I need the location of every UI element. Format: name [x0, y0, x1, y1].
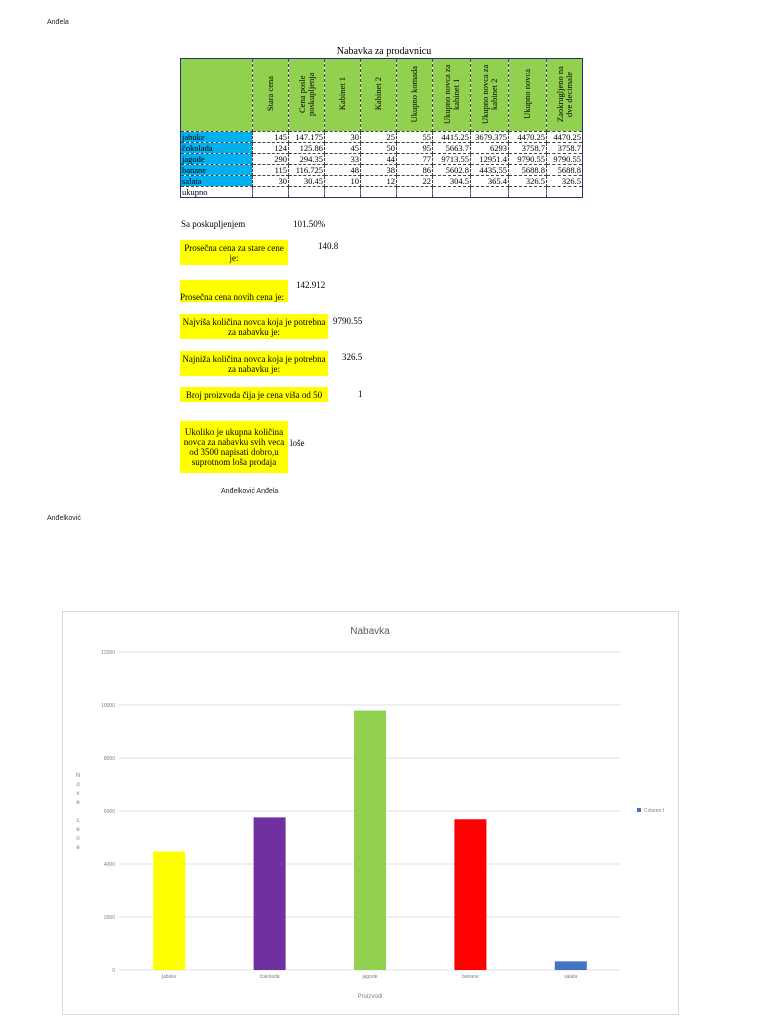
column-header-label: Kabinet 1 — [337, 77, 347, 111]
table-cell: 5688.8 — [509, 165, 547, 176]
table-cell: 9790.55 — [547, 154, 583, 165]
legend-label: Column I — [644, 808, 665, 814]
table-cell: 25 — [361, 132, 397, 143]
row-name: ukupno — [181, 187, 253, 198]
table-cell: 3758.7 — [547, 143, 583, 154]
table-cell: 116.725 — [289, 165, 325, 176]
table-cell: 30 — [253, 176, 289, 187]
table-cell: 365.4 — [471, 176, 509, 187]
column-header-label: Stara cena — [265, 76, 275, 112]
table-row — [181, 187, 583, 198]
min-value: 326.5 — [342, 352, 363, 362]
table-cell: 12 — [361, 176, 397, 187]
column-header — [433, 59, 471, 132]
table-cell: 38 — [361, 165, 397, 176]
table-cell: 9713.55 — [433, 154, 471, 165]
table-cell — [325, 187, 361, 198]
table-cell: 4415.25 — [433, 132, 471, 143]
table-row — [181, 165, 583, 176]
table-cell: 147.175 — [289, 132, 325, 143]
page-footer-text: Anđelković — [47, 515, 81, 522]
table-row — [181, 132, 583, 143]
table-cell: 30 — [325, 132, 361, 143]
legend-swatch — [637, 808, 641, 812]
table-cell — [433, 187, 471, 198]
table-cell — [253, 187, 289, 198]
row-name: čokolada — [181, 143, 253, 154]
y-tick-label: 4000 — [103, 862, 115, 868]
table-cell: 304.5 — [433, 176, 471, 187]
y-tick-label: 0 — [112, 968, 115, 974]
column-header-label: Ukupno komada — [409, 65, 419, 123]
x-tick-label: jagode — [362, 974, 378, 980]
table-cell: 55 — [397, 132, 433, 143]
table-cell: 124 — [253, 143, 289, 154]
column-header — [397, 59, 433, 132]
count-value: 1 — [358, 389, 363, 399]
table-cell — [397, 187, 433, 198]
increase-value: 101.50% — [293, 219, 326, 229]
table-cell: 45 — [325, 143, 361, 154]
table-cell: 10 — [325, 176, 361, 187]
table-cell — [361, 187, 397, 198]
chart-bar — [254, 817, 286, 970]
row-name: salata — [181, 176, 253, 187]
table-cell: 48 — [325, 165, 361, 176]
bar-chart — [63, 612, 678, 1014]
avg-old-label: Prosečna cena za stare cene je: — [180, 240, 288, 265]
table-cell: 50 — [361, 143, 397, 154]
table-row — [181, 154, 583, 165]
column-header — [471, 59, 509, 132]
avg-old-value: 140.8 — [318, 241, 339, 251]
x-axis-label: Proizvodi — [357, 994, 383, 1000]
column-header — [361, 59, 397, 132]
table-cell: 294.35 — [289, 154, 325, 165]
table-cell — [547, 187, 583, 198]
table-cell: 5602.8 — [433, 165, 471, 176]
column-header-label: Ukupno novca za kabinet 2 — [479, 64, 499, 124]
signature-text: Anđelković Anđela — [221, 488, 279, 495]
table-cell: 30.45 — [289, 176, 325, 187]
column-header-label: Cena posle poskupljenja — [296, 72, 316, 116]
min-label: Najniža količina novca koja je potrebna za nabavku je: — [180, 351, 328, 376]
row-name: banane — [181, 165, 253, 176]
table-cell: 125.86 — [289, 143, 325, 154]
table-cell: 145 — [253, 132, 289, 143]
column-header-label: Ukupno novca za kabinet 1 — [441, 64, 461, 124]
table-cell: 6293 — [471, 143, 509, 154]
table-cell — [289, 187, 325, 198]
column-header-label: Zaokrugljeno na dve decimale — [554, 66, 574, 122]
table-header-row — [181, 59, 583, 132]
x-tick-label: jabuke — [161, 974, 177, 980]
table-cell — [509, 187, 547, 198]
table-cell: 22 — [397, 176, 433, 187]
table-cell: 5663.7 — [433, 143, 471, 154]
column-header — [325, 59, 361, 132]
table-cell: 3758.7 — [509, 143, 547, 154]
table-cell: 115 — [253, 165, 289, 176]
column-header — [253, 59, 289, 132]
sheet-title: Nabavka za prodavnicu — [336, 46, 432, 57]
condition-value: loše — [290, 438, 305, 448]
max-value: 9790.55 — [333, 316, 363, 326]
y-tick-label: 10000 — [101, 703, 115, 709]
y-tick-label: 12000 — [101, 650, 115, 656]
row-name: jabuke — [181, 132, 253, 143]
x-tick-label: salata — [564, 974, 578, 980]
increase-label: Sa poskupljenjem — [181, 219, 246, 229]
column-header-label: Ukupno novca — [522, 69, 532, 119]
table-row — [181, 143, 583, 154]
table-cell: 5688.8 — [547, 165, 583, 176]
chart-frame — [62, 611, 679, 1015]
table-cell: 9790.55 — [509, 154, 547, 165]
row-name: jagode — [181, 154, 253, 165]
chart-bar — [354, 711, 386, 970]
table-cell: 4470.25 — [547, 132, 583, 143]
table-cell: 4435.55 — [471, 165, 509, 176]
table-cell: 3679.375 — [471, 132, 509, 143]
page-header-text: Anđela — [47, 19, 69, 26]
table-cell — [471, 187, 509, 198]
table-cell: 326.5 — [509, 176, 547, 187]
y-tick-label: 8000 — [103, 756, 115, 762]
table-cell: 4470.25 — [509, 132, 547, 143]
y-axis-label: N o v e c e n e — [75, 773, 81, 851]
avg-new-label: Prosečna cena novih cena je: — [180, 280, 288, 302]
header-corner — [181, 59, 253, 132]
table-cell: 290 — [253, 154, 289, 165]
table-cell: 86 — [397, 165, 433, 176]
data-table — [180, 58, 583, 198]
condition-label: Ukoliko je ukupna količina novca za nabavku svih veca od 3500 napisati dobro,u suprotnom loša prodaja — [180, 421, 288, 473]
chart-bar — [555, 961, 587, 970]
y-tick-label: 2000 — [103, 915, 115, 921]
table-cell: 326.5 — [547, 176, 583, 187]
column-header — [547, 59, 583, 132]
table-cell: 12951.4 — [471, 154, 509, 165]
max-label: Najviša količina novca koja je potrebna za nabavku je: — [180, 314, 328, 339]
table-cell: 95 — [397, 143, 433, 154]
count-label: Broj proizvoda čija je cena viša od 50 — [180, 387, 328, 402]
chart-bar — [153, 852, 185, 970]
avg-new-value: 142.912 — [296, 280, 326, 290]
table-cell: 77 — [397, 154, 433, 165]
table-cell: 44 — [361, 154, 397, 165]
chart-bar — [454, 819, 486, 970]
table-cell: 33 — [325, 154, 361, 165]
column-header-label: Kabinet 2 — [373, 77, 383, 111]
column-header — [289, 59, 325, 132]
chart-title: Nabavka — [350, 626, 390, 637]
x-tick-label: banane — [462, 974, 479, 980]
table-row — [181, 176, 583, 187]
column-header — [509, 59, 547, 132]
y-tick-label: 6000 — [103, 809, 115, 815]
x-tick-label: čokolada — [259, 974, 280, 980]
